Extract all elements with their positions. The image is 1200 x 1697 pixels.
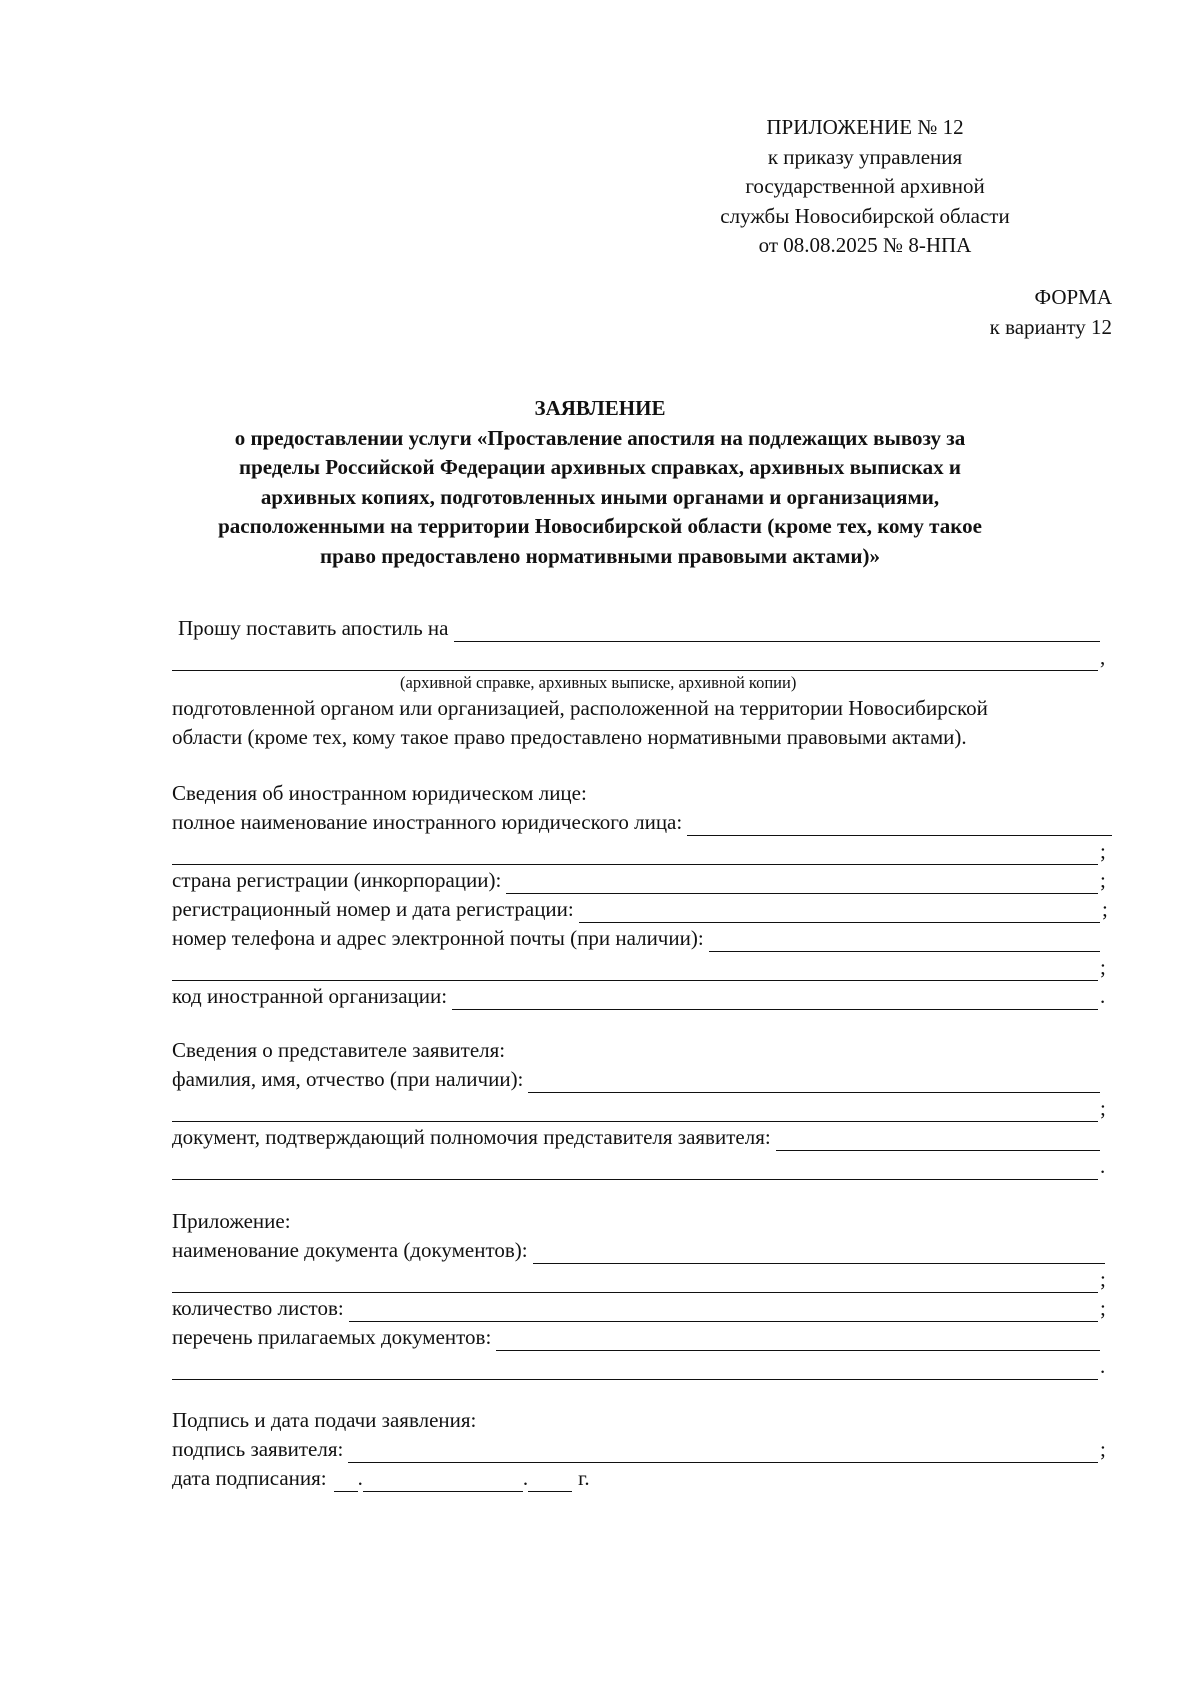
title-line: пределы Российской Федерации архивных справках, архивных выписках и <box>239 455 961 479</box>
sign-row <box>172 1435 1112 1463</box>
punct-semicolon: ; <box>1100 1096 1106 1120</box>
code-row <box>172 982 1112 1010</box>
punct-comma: , <box>1100 645 1106 669</box>
rep-name-label: фамилия, имя, отчество (при наличии): <box>172 1067 524 1091</box>
punct-semicolon: ; <box>1100 1267 1106 1291</box>
contacts-row <box>172 924 1100 952</box>
form-label-block <box>990 282 1112 342</box>
title-line: право предоставлено нормативными правовыми актами)» <box>320 543 880 568</box>
title-main: ЗАЯВЛЕНИЕ <box>534 396 666 420</box>
punct-period: . <box>1100 984 1106 1008</box>
punct-semicolon: ; <box>1102 897 1108 921</box>
request-row <box>178 614 1100 642</box>
date-separator: . <box>522 1466 529 1490</box>
representative-heading: Сведения о представителе заявителя: <box>172 1038 506 1062</box>
signature-input[interactable] <box>348 1443 1098 1463</box>
rep-document-label: документ, подтверждающий полномочия представителя заявителя: <box>172 1125 771 1149</box>
contacts-label: номер телефона и адрес электронной почты (при наличии): <box>172 926 704 950</box>
document-title <box>100 394 1100 571</box>
punct-semicolon: ; <box>1100 955 1106 979</box>
foreign-entity-heading: Сведения об иностранном юридическом лице: <box>172 781 587 805</box>
sign-label: подпись заявителя: <box>172 1437 344 1461</box>
punct-semicolon: ; <box>1100 868 1106 892</box>
doc-list-row-2 <box>172 1352 1112 1380</box>
code-input[interactable] <box>452 990 1098 1010</box>
doc-list-input-2[interactable] <box>172 1360 1098 1380</box>
rep-name-row-2 <box>172 1094 1112 1122</box>
doc-list-input[interactable] <box>496 1331 1100 1351</box>
reg-number-label: регистрационный номер и дата регистрации: <box>172 897 574 921</box>
form-title: ФОРМА <box>1034 285 1112 309</box>
doc-name-label: наименование документа (документов): <box>172 1238 528 1262</box>
title-line: расположенными на территории Новосибирской области (кроме тех, кому такое <box>218 514 982 538</box>
full-name-row <box>172 808 1112 836</box>
sheets-label: количество листов: <box>172 1296 344 1320</box>
date-day-input[interactable] <box>334 1472 358 1492</box>
sheets-row <box>172 1294 1112 1322</box>
appendix-line: ПРИЛОЖЕНИЕ № 12 <box>766 115 964 139</box>
punct-period: . <box>1100 1354 1106 1378</box>
full-name-input-2[interactable] <box>172 845 1098 865</box>
rep-document-row <box>172 1123 1100 1151</box>
form-variant: к варианту 12 <box>989 315 1112 339</box>
country-label: страна регистрации (инкорпорации): <box>172 868 502 892</box>
doc-list-row <box>172 1323 1100 1351</box>
punct-semicolon: ; <box>1100 839 1106 863</box>
rep-name-row <box>172 1065 1100 1093</box>
doc-list-label: перечень прилагаемых документов: <box>172 1325 492 1349</box>
request-input-2[interactable] <box>172 651 1098 671</box>
code-label: код иностранной организации: <box>172 984 448 1008</box>
contacts-row-2 <box>172 953 1112 981</box>
year-suffix: г. <box>578 1466 590 1490</box>
contacts-input[interactable] <box>709 932 1100 952</box>
punct-semicolon: ; <box>1100 1437 1106 1461</box>
rep-document-input[interactable] <box>776 1131 1100 1151</box>
rep-document-input-2[interactable] <box>172 1160 1098 1180</box>
request-body-line: области (кроме тех, кому такое право предоставлено нормативными правовыми актами). <box>172 725 967 749</box>
request-body-line: подготовленной органом или организацией, расположенной на территории Новосибирской <box>172 696 988 720</box>
appendix-line: от 08.08.2025 № 8-НПА <box>758 233 972 257</box>
doc-name-row-2 <box>172 1265 1112 1293</box>
date-month-input[interactable] <box>363 1472 523 1492</box>
punct-period: . <box>1100 1154 1106 1178</box>
full-name-input[interactable] <box>687 816 1112 836</box>
contacts-input-2[interactable] <box>172 961 1098 981</box>
attachment-heading: Приложение: <box>172 1209 291 1233</box>
date-row <box>172 1464 590 1492</box>
date-year-input[interactable] <box>528 1472 572 1492</box>
rep-name-input[interactable] <box>528 1073 1100 1093</box>
sheets-input[interactable] <box>349 1302 1098 1322</box>
request-row-2 <box>172 643 1112 671</box>
full-name-label: полное наименование иностранного юридического лица: <box>172 810 683 834</box>
date-label: дата подписания: <box>172 1466 327 1490</box>
doc-name-row <box>172 1236 1105 1264</box>
doc-name-input-2[interactable] <box>172 1273 1098 1293</box>
appendix-line: к приказу управления <box>767 144 963 169</box>
rep-name-input-2[interactable] <box>172 1102 1098 1122</box>
reg-number-row <box>172 895 1114 923</box>
appendix-block <box>720 113 1010 261</box>
doc-name-input[interactable] <box>533 1244 1105 1264</box>
request-label: Прошу поставить апостиль на <box>178 616 449 640</box>
reg-number-input[interactable] <box>579 903 1100 923</box>
request-caption: (архивной справке, архивных выписке, архивной копии) <box>400 673 797 692</box>
full-name-row-2 <box>172 837 1112 865</box>
appendix-line: службы Новосибирской области <box>720 203 1010 228</box>
title-line: о предоставлении услуги «Проставление апостиля на подлежащих вывозу за <box>234 425 966 450</box>
country-input[interactable] <box>506 874 1098 894</box>
signature-heading: Подпись и дата подачи заявления: <box>172 1408 477 1432</box>
appendix-line: государственной архивной <box>745 174 985 198</box>
request-input[interactable] <box>454 622 1101 642</box>
punct-semicolon: ; <box>1100 1296 1106 1320</box>
title-line: архивных копиях, подготовленных иными органами и организациями, <box>260 484 940 509</box>
date-separator: . <box>357 1466 363 1490</box>
country-row <box>172 866 1112 894</box>
rep-document-row-2 <box>172 1152 1112 1180</box>
